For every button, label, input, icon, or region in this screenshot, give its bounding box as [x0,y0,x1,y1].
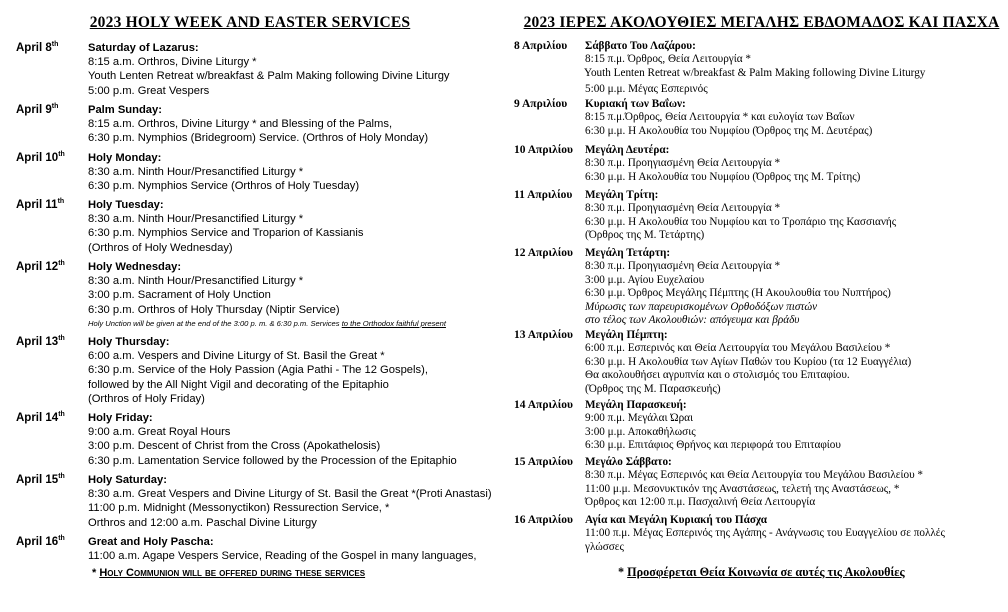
service-line: 6:30 p.m. Nymphios Service and Troparion of Kassianis [88,227,364,240]
service-line: 11:00 μ.μ. Μεσονυκτικόν της Αναστάσεως, τελετή της Αναστάσεως, * [585,482,900,495]
entry-heading: Holy Thursday: [88,336,170,348]
service-line: 8:30 a.m. Ninth Hour/Presanctified Liturgy * [88,166,304,179]
service-line: 3:00 μ.μ. Αποκαθήλωσις [585,425,696,438]
english-title: 2023 HOLY WEEK AND EASTER SERVICES [89,14,411,31]
service-line: Όρθρος και 12:00 π.μ. Πασχαλινή Θεία Λειτουργία [585,496,816,509]
entry-heading: Holy Monday: [88,152,162,164]
entry-date: April 16th [16,535,65,548]
entry-date: 9 Απριλίου [514,98,568,110]
entry-heading: Great and Holy Pascha: [88,536,214,548]
service-line: (Όρθρος της Μ. Τετάρτης) [585,229,705,242]
entry-heading: Saturday of Lazarus: [88,42,199,54]
entry-heading: Μεγάλο Σάββατο: [585,456,672,468]
service-line: 8:15 a.m. Orthros, Divine Liturgy * [88,56,257,69]
service-line: 3:00 p.m. Sacrament of Holy Unction [88,289,271,302]
service-line: 3:00 μ.μ. Αγίου Ευχελαίου [585,273,705,286]
service-line: 6:00 π.μ. Εσπερινός και Θεία Λειτουργία του Μεγάλου Βασιλείου * [585,342,891,355]
entry-date: 16 Απριλίου [514,514,573,526]
anointing-note: Μύρωσις των παρευρισκομένων Ορθοδόξων πιστών [585,300,818,313]
entry-heading: Holy Saturday: [88,474,167,486]
service-line: 8:30 a.m. Great Vespers and Divine Liturgy of St. Basil the Great *(Proti Anastasi) [88,488,492,501]
service-line: followed by the All Night Vigil and decorating of the Epitaphio [88,378,389,391]
service-line: 6:30 μ.μ. Η Ακολουθία του Νυμφίου (Όρθρος της Μ. Δευτέρας) [585,124,873,137]
service-line: 5:00 μ.μ. Μέγας Εσπερινός [585,83,708,96]
service-line: 8:15 a.m. Orthros, Divine Liturgy * and Blessing of the Palms, [88,118,393,131]
service-line: 11:00 a.m. Agape Vespers Service, Reading of the Gospel in many languages, [88,550,477,563]
entry-date: April 11th [16,198,65,211]
entry-date: 13 Απριλίου [514,329,573,341]
entry-heading: Palm Sunday: [88,104,162,116]
unction-note: Holy Unction will be given at the end of the 3:00 p. m. & 6:30 p.m. Services to the Orthodox faithful present [88,318,446,328]
entry-heading: Αγία και Μεγάλη Κυριακή του Πάσχα [585,514,768,526]
service-line: Youth Lenten Retreat w/breakfast & Palm Making following Divine Liturgy [88,70,450,83]
service-line: 9:00 π.μ. Μεγάλαι Ώραι [585,412,694,425]
service-line: 8:30 π.μ. Προηγιασμένη Θεία Λειτουργία * [585,260,781,273]
service-line: 6:30 p.m. Nymphios (Bridegroom) Service. (Orthros of Holy Monday) [88,132,429,145]
entry-date: 8 Απριλίου [514,40,568,52]
service-line: 5:00 p.m. Great Vespers [88,84,210,97]
entry-heading: Holy Tuesday: [88,199,164,211]
entry-date: April 14th [16,411,65,424]
service-line: 6:30 μ.μ. Η Ακολουθία του Νυμφίου (Όρθρος της Μ. Τρίτης) [585,170,861,183]
service-line: (Orthros of Holy Wednesday) [88,241,233,254]
service-line: 6:30 μ.μ. Η Ακολουθία των Αγίων Παθών του Κυρίου (τα 12 Ευαγγέλια) [585,355,912,368]
service-line: 8:15 π.μ. Όρθρος, Θεία Λειτουργία * [585,53,752,66]
service-line: 11:00 p.m. Midnight (Messonyctikon) Ressurection Service, * [88,502,390,515]
entry-heading: Holy Friday: [88,412,153,424]
service-line: 8:30 a.m. Ninth Hour/Presanctified Liturgy * [88,275,304,288]
entry-heading: Μεγάλη Παρασκευή: [585,399,687,411]
entry-heading: Κυριακή των Βαΐων: [585,98,686,110]
service-line: 11:00 π.μ. Μέγας Εσπερινός της Αγάπης - Ανάγνωσις του Ευαγγελίου σε πολλές [585,527,945,540]
greek-column [505,0,1008,612]
entry-date: April 8th [16,41,59,54]
entry-date: April 13th [16,335,65,348]
entry-date: 11 Απριλίου [514,189,573,201]
entry-heading: Μεγάλη Τρίτη: [585,189,659,201]
communion-footer-en: * Holy Communion will be offered during these services [92,567,366,579]
entry-heading: Holy Wednesday: [88,261,182,273]
entry-date: 14 Απριλίου [514,399,573,411]
service-line: Youth Lenten Retreat w/breakfast & Palm Making following Divine Liturgy [584,66,926,79]
entry-heading: Σάββατο Του Λαζάρου: [585,40,696,52]
entry-date: 10 Απριλίου [514,144,573,156]
entry-date: April 12th [16,260,65,273]
service-line: 8:30 π.μ. Προηγιασμένη Θεία Λειτουργία * [585,202,781,215]
service-line: (Orthros of Holy Friday) [88,392,205,405]
service-line: 6:30 p.m. Orthros of Holy Thursday (Niptir Service) [88,303,340,316]
service-line: γλώσσες [585,540,624,553]
service-line: 8:15 π.μ.Όρθρος, Θεία Λειτουργία * και ευλογία των Βαΐων [585,111,855,124]
english-column [0,0,500,612]
entry-date: 15 Απριλίου [514,456,573,468]
service-line: Θα ακολουθήσει αγρυπνία και ο στολισμός του Επιταφίου. [585,369,850,382]
service-line: 6:00 a.m. Vespers and Divine Liturgy of St. Basil the Great * [88,350,385,363]
service-line: 6:30 p.m. Nymphios Service (Orthros of Holy Tuesday) [88,180,360,193]
entry-date: April 9th [16,103,59,116]
entry-heading: Μεγάλη Τετάρτη: [585,247,671,259]
service-line: 8:30 π.μ. Μέγας Εσπερινός και Θεία Λειτουργία του Μεγάλου Βασιλείου * [585,469,924,482]
service-line: 3:00 p.m. Descent of Christ from the Cross (Apokathelosis) [88,440,381,453]
service-line: 9:00 a.m. Great Royal Hours [88,426,231,439]
service-line: 6:30 μ.μ. Η Ακολουθία του Νυμφίου και το Τροπάριο της Κασσιανής [585,215,897,228]
entry-heading: Μεγάλη Πέμπτη: [585,329,668,341]
entry-date: April 10th [16,151,65,164]
anointing-note: στο τέλος των Ακολουθιών: απόγευμα και βράδυ [585,314,800,327]
service-line: 6:30 μ.μ. Όρθρος Μεγάλης Πέμπτης (Η Ακουλουθία του Νυπτήρος) [585,287,891,300]
entry-date: 12 Απριλίου [514,247,573,259]
service-line: 6:30 μ.μ. Επιτάφιος Θρήνος και περιφορά του Επιταφίου [585,439,841,452]
service-line: 8:30 π.μ. Προηγιασμένη Θεία Λειτουργία * [585,157,781,170]
service-line: 6:30 p.m. Service of the Holy Passion (Agia Pathi - The 12 Gospels), [88,364,428,377]
service-line: (Όρθρος της Μ. Παρασκευής) [585,382,721,395]
entry-date: April 15th [16,473,65,486]
communion-footer-gr: * Προσφέρεται Θεία Κοινωνία σε αυτές τις Ακολουθίες [618,565,905,579]
service-line: 8:30 a.m. Ninth Hour/Presanctified Liturgy * [88,213,304,226]
entry-heading: Μεγάλη Δευτέρα: [585,144,670,156]
greek-title: 2023 ΙΕΡΕΣ ΑΚΟΛΟΥΘΙΕΣ ΜΕΓΑΛΗΣ ΕΒΔΟΜΑΔΟΣ ΚΑΙ ΠΑΣΧΑ [523,14,1000,31]
service-line: 6:30 p.m. Lamentation Service followed by the Procession of the Epitaphio [88,454,457,467]
service-line: Orthros and 12:00 a.m. Paschal Divine Liturgy [88,516,317,529]
